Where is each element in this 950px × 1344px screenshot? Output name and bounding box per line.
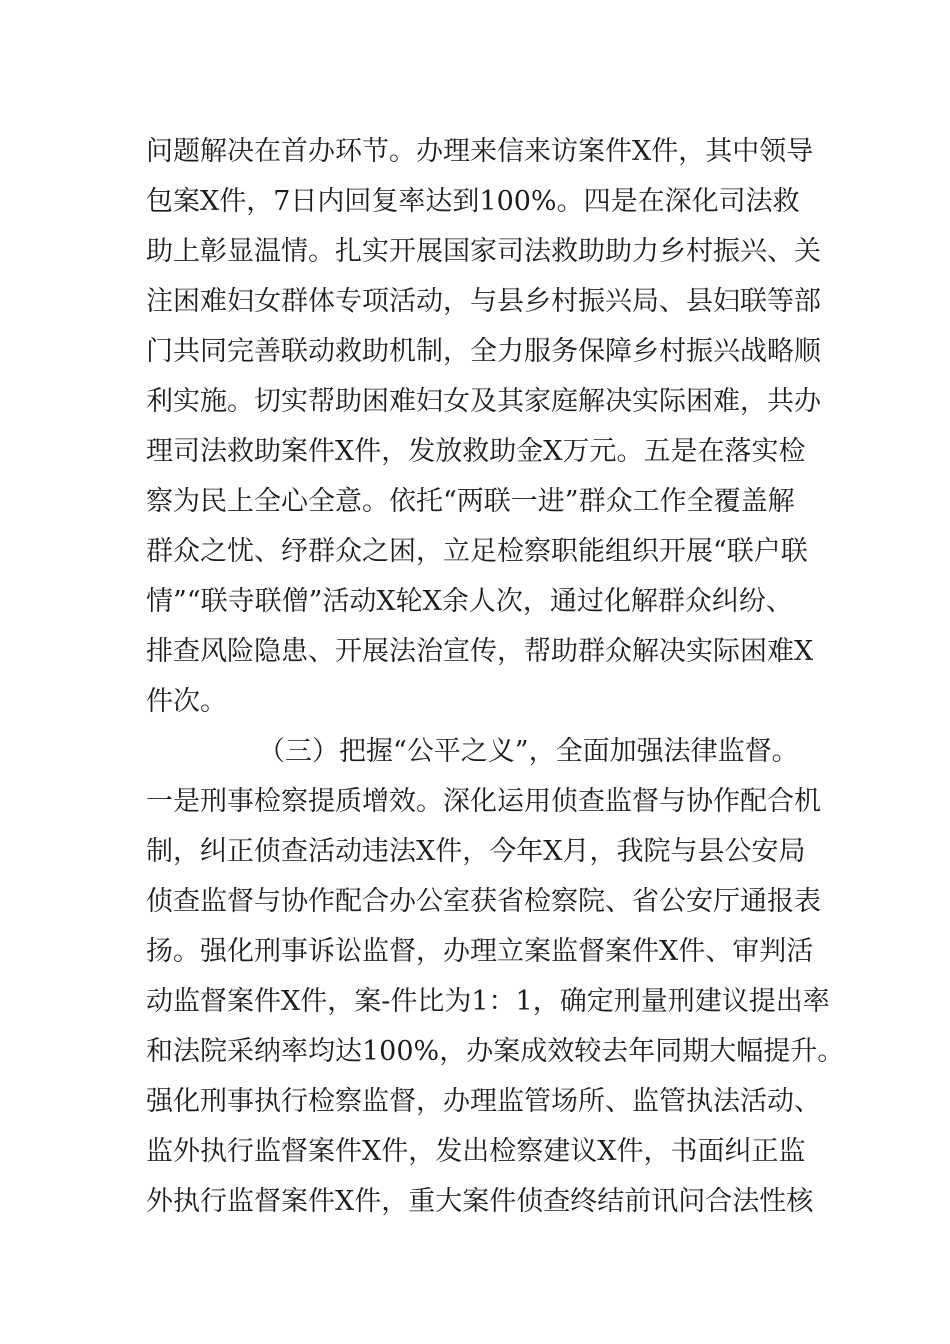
text-line: 强化刑事执行检察监督，办理监管场所、监管执法活动、 <box>146 1086 821 1117</box>
text-line: 侦查监督与协作配合办公室获省检察院、省公安厅通报表 <box>146 886 821 917</box>
text-line: 和法院采纳率均达100%，办案成效较去年同期大幅提升。 <box>146 1036 845 1067</box>
text-line: 注困难妇女群体专项活动，与县乡村振兴局、县妇联等部 <box>146 286 821 317</box>
text-line: 监外执行监督案件X件，发出检察建议X件，书面纠正监 <box>146 1136 806 1167</box>
text-line: 助上彰显温情。扎实开展国家司法救助助力乡村振兴、关 <box>146 236 821 267</box>
text-line: 情”“联寺联僧”活动X轮X余人次，通过化解群众纠纷、 <box>146 586 793 617</box>
text-line: 理司法救助案件X件，发放救助金X万元。五是在落实检 <box>146 436 806 467</box>
text-line: 扬。强化刑事诉讼监督，办理立案监督案件X件、审判活 <box>146 936 814 967</box>
text-line: 群众之忧、纾群众之困，立足检察职能组织开展“联户联 <box>146 536 808 567</box>
text-line: 一是刑事检察提质增效。深化运用侦查监督与协作配合机 <box>146 786 821 817</box>
section-heading: （三）把握“公平之义”，全面加强法律监督。 <box>258 736 799 767</box>
text-line: 动监督案件X件，案-件比为1：1，确定刑量刑建议提出率 <box>146 986 830 1017</box>
text-line: 外执行监督案件X件，重大案件侦查终结前讯问合法性核 <box>146 1186 814 1217</box>
text-line: 门共同完善联动救助机制，全力服务保障乡村振兴战略顺 <box>146 336 821 367</box>
text-line: 利实施。切实帮助困难妇女及其家庭解决实际困难，共办 <box>146 386 821 417</box>
text-line: 件次。 <box>146 686 227 717</box>
text-line: 包案X件，7日内回复率达到100%。四是在深化司法救 <box>146 186 800 217</box>
text-line: 问题解决在首办环节。办理来信来访案件X件，其中领导 <box>146 136 814 167</box>
text-line: 察为民上全心全意。依托“两联一进”群众工作全覆盖解 <box>146 486 795 517</box>
text-line: 制，纠正侦查活动违法X件，今年X月，我院与县公安局 <box>146 836 806 867</box>
text-line: 排查风险隐患、开展法治宣传，帮助群众解决实际困难X <box>146 636 814 667</box>
